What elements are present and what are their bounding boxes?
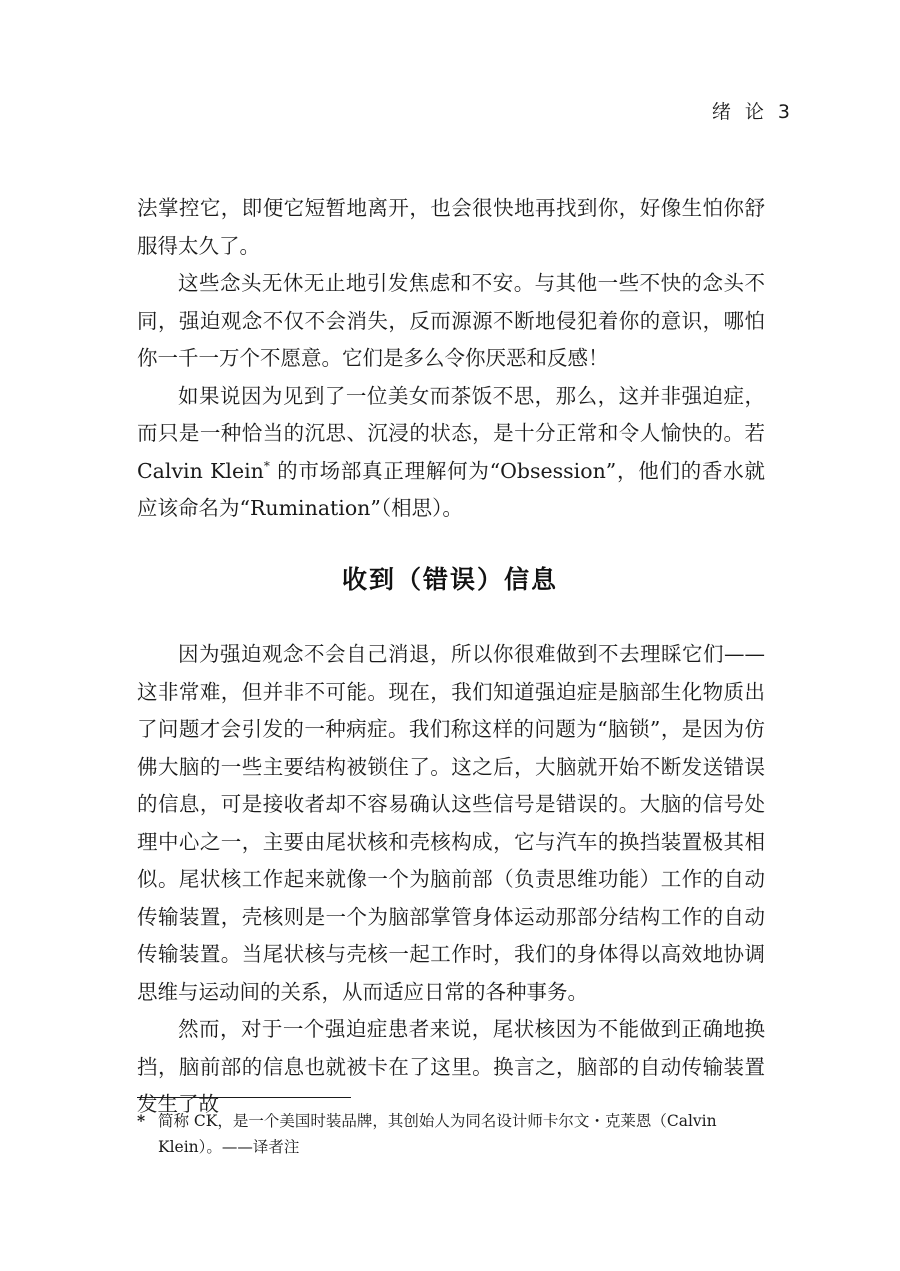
paragraph-text: 如果说因为见到了一位美女而茶饭不思，那么，这并非强迫症，而只是一种恰当的沉思、沉浸的状态，是十分正常和令人愉快的。若 Calvin Klein: [137, 383, 765, 483]
footnote-reference: *: [263, 458, 270, 473]
chapter-title: 绪 论: [711, 101, 768, 123]
paragraph: 然而，对于一个强迫症患者来说，尾状核因为不能做到正确地换挡，脑前部的信息也就被卡在了这里。换言之，脑部的自动传输装置发生了故: [137, 1017, 765, 1116]
footnote-divider: [137, 1097, 351, 1098]
footnote-text: 简称 CK，是一个美国时装品牌，其创始人为同名设计师卡尔文・克莱恩（Calvin Klein）。——译者注: [158, 1112, 717, 1156]
page-number: 3: [777, 101, 790, 123]
paragraph: 这些念头无休无止地引发焦虑和不安。与其他一些不快的念头不同，强迫观念不仅不会消失，反而源源不断地侵犯着你的意识，哪怕你一千一万个不愿意。它们是多么令你厌恶和反感！: [137, 271, 765, 370]
section-heading: 收到（错误）信息: [341, 565, 558, 594]
text-block-bottom: [137, 636, 765, 1124]
text-block-top: [137, 190, 765, 528]
paragraph-continued: 法掌控它，即便它短暂地离开，也会很快地再找到你，好像生怕你舒服得太久了。: [137, 196, 765, 258]
paragraph-text: 的市场部真正理解何为“Obsession”，他们的香水就应该命名为“Rumination”（相思）。: [137, 458, 765, 520]
paragraph-with-footnote: [137, 378, 765, 528]
paragraph: 因为强迫观念不会自己消退，所以你很难做到不去理睬它们——这非常难，但并非不可能。现在，我们知道强迫症是脑部生化物质出了问题才会引发的一种病症。我们称这样的问题为“脑锁”，是因为仿佛大脑的一些主要结构被锁住了。这之后，大脑就开始不断发送错误的信息，可是接收者却不容易确认这些信号是错误的。大脑的信号处理中心之一，主要由尾状核和壳核构成，它与汽车的换挡装置极其相似。尾状核工作起来就像一个为脑前部（负责思维功能）工作的自动传输装置，壳核则是一个为脑部掌管身体运动那部分结构工作的自动传输装置。当尾状核与壳核一起工作时，我们的身体得以高效地协调思维与运动间的关系，从而适应日常的各种事务。: [137, 642, 765, 1004]
footnote-marker: *: [137, 1111, 146, 1130]
footnote: [137, 1108, 765, 1160]
running-header: [712, 97, 790, 124]
